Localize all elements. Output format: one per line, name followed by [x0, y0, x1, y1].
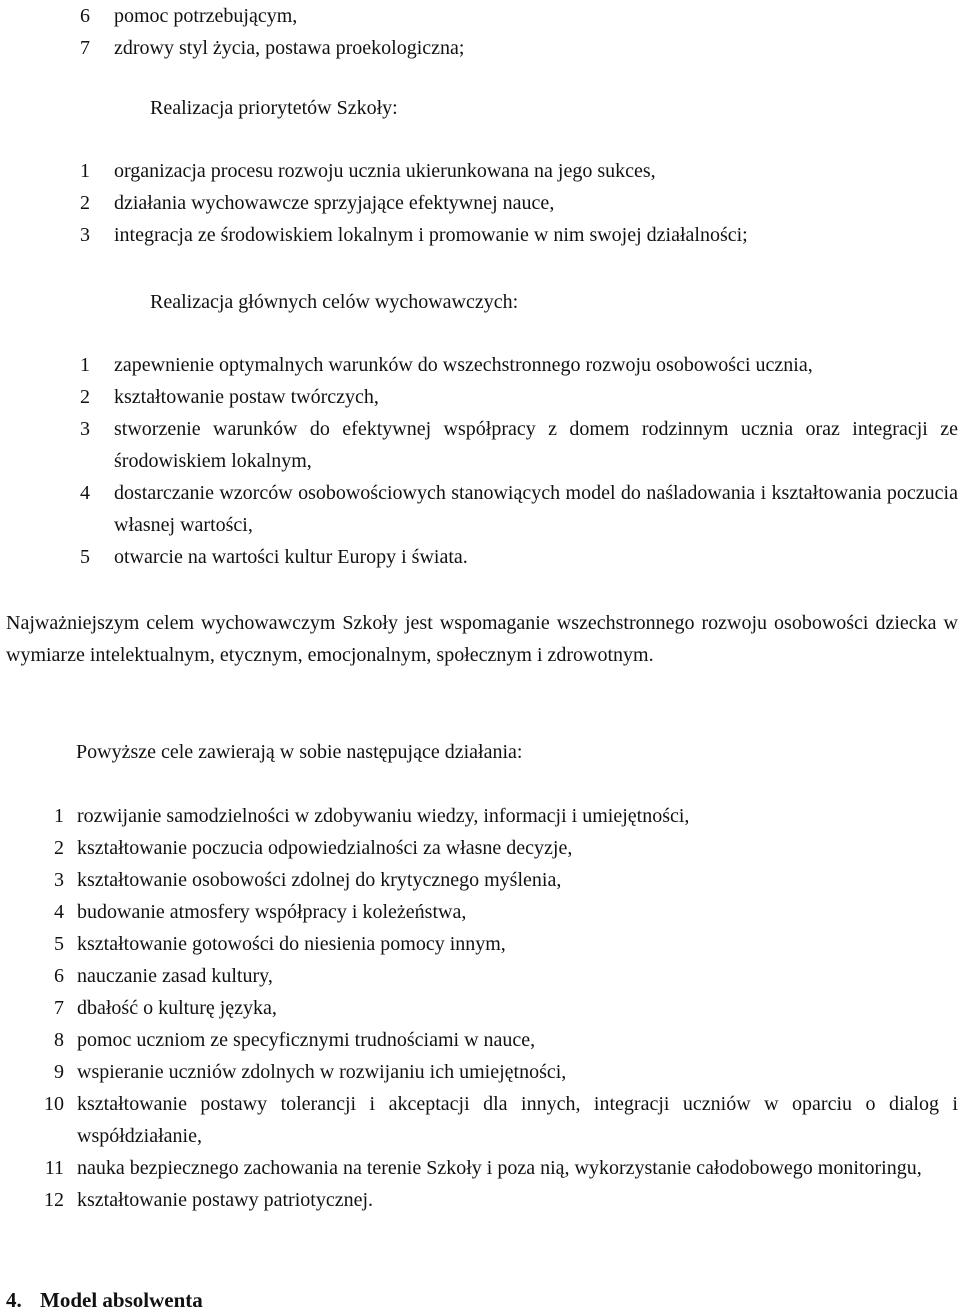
list-item	[6, 864, 958, 896]
list-item	[6, 1088, 958, 1152]
list-item	[60, 381, 958, 413]
list-item-text: stworzenie warunków do efektywnej współpracy z domem rodzinnym ucznia oraz integracji ze środowiskiem lokalnym,	[114, 418, 958, 472]
list-item-number: 2	[80, 192, 90, 214]
list-item	[60, 32, 920, 64]
list-item-text: kształtowanie osobowości zdolnej do krytycznego myślenia,	[77, 869, 562, 891]
section-title-text: Model absolwenta	[40, 1288, 203, 1312]
list-item	[6, 800, 958, 832]
list-goals	[60, 349, 958, 573]
list-item	[60, 413, 958, 477]
list-item	[60, 0, 920, 32]
list-item-text: wspieranie uczniów zdolnych w rozwijaniu ich umiejętności,	[77, 1061, 567, 1083]
list-item-number: 8	[54, 1029, 64, 1051]
list-item-text: kształtowanie postawy tolerancji i akceptacji dla innych, integracji uczniów w oparciu o dialog i współdziałanie,	[77, 1093, 958, 1147]
list-item	[6, 928, 958, 960]
list-item-number: 2	[54, 837, 64, 859]
list-item-text: kształtowanie postaw twórczych,	[114, 386, 379, 408]
list-item-number: 11	[44, 1157, 64, 1179]
list-item	[60, 477, 958, 541]
list-item-text: otwarcie na wartości kultur Europy i świata.	[114, 546, 468, 568]
list-item	[6, 832, 958, 864]
list-item-number: 3	[54, 869, 64, 891]
list-item	[6, 1152, 958, 1184]
list-item-text: rozwijanie samodzielności w zdobywaniu wiedzy, informacji i umiejętności,	[77, 805, 690, 827]
section-number: 4.	[6, 1288, 22, 1312]
heading-priorities: Realizacja priorytetów Szkoły:	[150, 97, 398, 119]
list-item-number: 12	[44, 1189, 64, 1211]
list-item-number: 3	[80, 224, 90, 246]
list-item-text: dostarczanie wzorców osobowościowych stanowiących model do naśladowania i kształtowania poczucia własnej wartości,	[114, 482, 958, 536]
list-item-text: zapewnienie optymalnych warunków do wszechstronnego rozwoju osobowości ucznia,	[114, 354, 813, 376]
list-item-number: 7	[54, 997, 64, 1019]
list-item	[60, 219, 920, 251]
list-values-continued	[60, 0, 920, 64]
list-item	[6, 1024, 958, 1056]
heading-goals: Realizacja głównych celów wychowawczych:	[150, 291, 519, 313]
list-item-text: zdrowy styl życia, postawa proekologiczna;	[114, 37, 465, 59]
list-item	[6, 992, 958, 1024]
list-item-number: 7	[80, 37, 90, 59]
list-item-number: 1	[80, 354, 90, 376]
list-item-number: 4	[80, 482, 90, 504]
list-item-number: 2	[80, 386, 90, 408]
heading-actions: Powyższe cele zawierają w sobie następujące działania:	[76, 741, 523, 763]
list-item-text: działania wychowawcze sprzyjające efektywnej nauce,	[114, 192, 555, 214]
list-item-number: 4	[54, 901, 64, 923]
list-item	[6, 1056, 958, 1088]
list-item	[6, 1184, 958, 1216]
list-item	[60, 187, 920, 219]
list-item-number: 1	[54, 805, 64, 827]
list-item-number: 1	[80, 160, 90, 182]
list-item	[60, 155, 920, 187]
list-item-text: kształtowanie poczucia odpowiedzialności za własne decyzje,	[77, 837, 573, 859]
list-item-text: pomoc potrzebującym,	[114, 5, 298, 27]
list-actions	[6, 800, 958, 1216]
list-item-text: kształtowanie gotowości do niesienia pomocy innym,	[77, 933, 506, 955]
list-item-number: 10	[44, 1093, 64, 1115]
list-item	[60, 541, 958, 573]
list-item-number: 6	[80, 5, 90, 27]
main-goal-paragraph: Najważniejszym celem wychowawczym Szkoły jest wspomaganie wszechstronnego rozwoju osobowości dziecka w wymiarze intelektualnym, etycznym, emocjonalnym, społecznym i zdrowotnym.	[6, 612, 958, 666]
list-item-text: nauczanie zasad kultury,	[77, 965, 273, 987]
list-item-number: 5	[80, 546, 90, 568]
list-item-text: kształtowanie postawy patriotycznej.	[77, 1189, 374, 1211]
list-item	[60, 349, 958, 381]
list-item	[6, 896, 958, 928]
list-item-text: organizacja procesu rozwoju ucznia ukierunkowana na jego sukces,	[114, 160, 656, 182]
list-item-number: 3	[80, 418, 90, 440]
section-heading	[6, 1286, 203, 1314]
list-item-number: 5	[54, 933, 64, 955]
list-item-text: integracja ze środowiskiem lokalnym i promowanie w nim swojej działalności;	[114, 224, 748, 246]
list-item-number: 6	[54, 965, 64, 987]
list-item-number: 9	[54, 1061, 64, 1083]
list-item-text: nauka bezpiecznego zachowania na terenie Szkoły i poza nią, wykorzystanie całodobowego monitoringu,	[77, 1157, 922, 1179]
list-item-text: dbałość o kulturę języka,	[77, 997, 277, 1019]
list-item-text: budowanie atmosfery współpracy i koleżeństwa,	[77, 901, 467, 923]
list-item	[6, 960, 958, 992]
list-priorities	[60, 155, 920, 251]
list-item-text: pomoc uczniom ze specyficznymi trudnościami w nauce,	[77, 1029, 536, 1051]
